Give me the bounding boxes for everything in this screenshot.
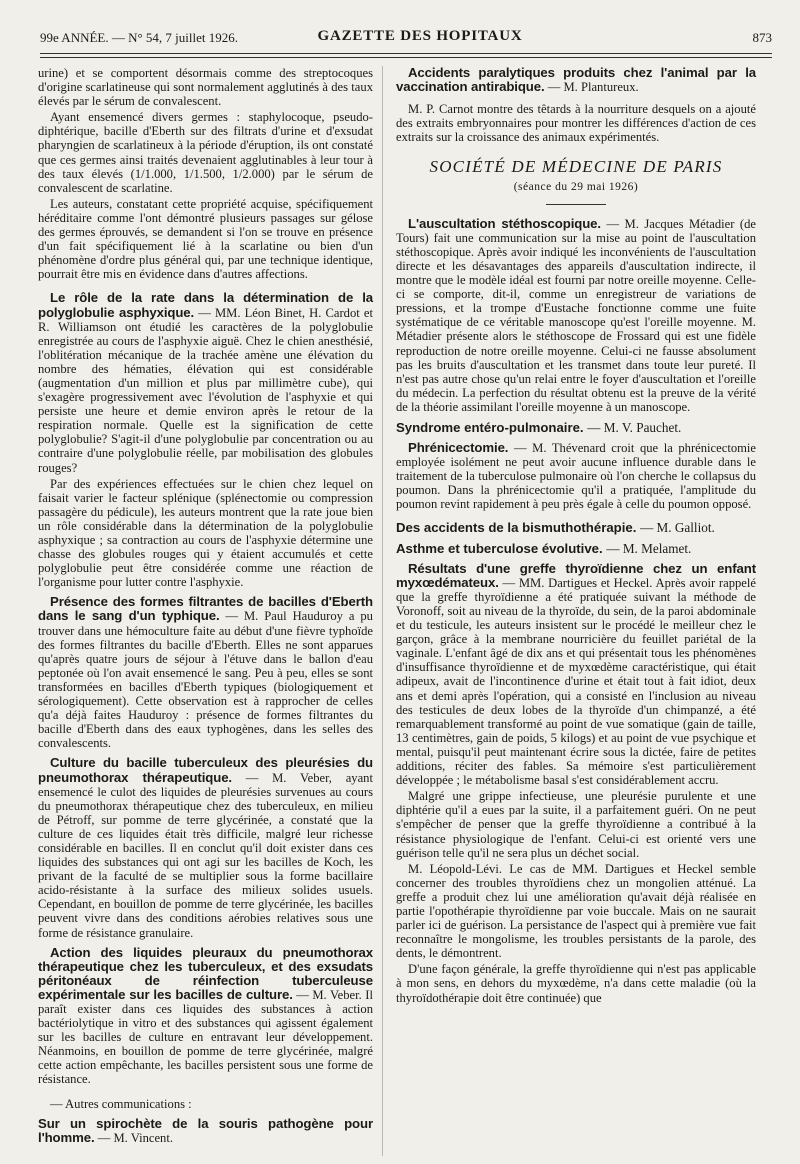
- article-syndrome: [396, 421, 756, 435]
- article-title: Syndrome entéro-pulmonaire.: [396, 419, 584, 435]
- article-byline: — M. Melamet.: [606, 540, 692, 556]
- article-byline: — M. Vincent.: [97, 1130, 173, 1145]
- header-rule: [40, 53, 772, 54]
- article-body: a pu trouver dans une hémoculture faite au début d'une fièvre typhoïde des formes filtrantes du bacille d'Eberth. Elles ne sont apparues qu'après quatre jours de séjour à l'étuve dans le ballon d'eau peptonée où l'on avait ensemencé le sang. Peu à peu, elles se sont transformées en bacilles d'Eberth typiques (biologiquement et sérologiquement). Cette observation est à rapprocher de celles qu'a déjà faites Hauduroy : présence de formes filtrantes du bacille d'Eberth dans des eaux typhogènes, dans les selles des convalescents.: [38, 609, 373, 751]
- society-heading: SOCIÉTÉ DE MÉDECINE DE PARIS: [429, 157, 723, 177]
- article-phrenico: [396, 441, 756, 511]
- article-byline: — M. V. Pauchet.: [587, 419, 682, 435]
- article-title: Sur un spirochète de la souris pathogène pour l'homme.: [38, 1115, 373, 1145]
- section-rule: [546, 204, 606, 205]
- article-title: Phrénicectomie.: [408, 440, 509, 456]
- article-title: Asthme et tuberculose évolutive.: [396, 540, 603, 556]
- article-culture: [38, 756, 373, 939]
- greffe-paragraph-3: M. Léopold-Lévi. Le cas de MM. Dartigues et Heckel semble concerner des troubles thyroïdiens chez un mongolien atténué. La greffe a produit chez lui une amélioration qu'avait déjà réalisée en partie l'opothérapie thyroïdienne par voie buccale. Mais on ne saurait parler ici de guérison. La persistance de l'aspect qui à première vue fait reconnaître le mongolisme, les troubles persistants de la parole, des dents, le démontrent.: [396, 861, 756, 961]
- intro-paragraph-2: Ayant ensemencé divers germes : staphylocoque, pseudo-diphtérique, bacille d'Eberth sur des filtrats d'urine et d'exsudat pharyngien de scarlatineux à la période d'éruption, ils ont constaté que ces germes ainsi traités devenaient agglutinables à leur tour à des taux élevés (1/1.000, 1/1.500, 1/2.000) par le sérum de convalescent de scarlatine.: [38, 110, 373, 195]
- article-bismuth: [396, 521, 756, 535]
- other-communications: — Autres communications :: [50, 1096, 192, 1111]
- article-body: Il paraît exister dans ces liquides des substances à action bactériolytique in vitro et des substances qui agissent également sur les bacilles de culture en entravant leur développement. Néanmoins, en bouillon de pomme de terre glycérinée, malgré cette action empêchante, les bacilles persistent sous une forme de résistance.: [38, 987, 373, 1087]
- article-byline: — M. Plantureux.: [547, 80, 639, 95]
- article-asthme: [396, 542, 756, 556]
- article-spirochete: [38, 1117, 373, 1145]
- article-body: (de Tours) fait une communication sur la mise au point de l'auscultation stéthoscopique. Après avoir indiqué les inconvénients de l'auscultation directe et les désavantages des appareils d'auscultation indirecte, il montre que le modèle idéal est fourni par notre oreille moyenne. Celle-ci se comporte, dit-il, comme un enregistreur de variations de pressions, et la trompe d'Eustache fonctionne comme une fuite systématique de ce véritable manoscope qu'est l'oreille moyenne. M. Métadier présente alors le stéthoscope de Frossard qui est une fidèle reproduction de notre oreille moyenne. Celui-ci ne fausse absolument pas les bruits d'auscultation et les transmet dans toute leur pureté. Il n'est pas autre chose qu'un relai entre le foyer d'auscultation et l'oreille du médecin. La perfection du résultat obtenu est la preuve de la vérité de la théorie assimilant l'oreille moyenne à un manoscope.: [396, 216, 757, 414]
- article-body: ayant ensemencé le culot des liquides de pleurésies survenues au cours du pneumothorax thérapeutique chez des tuberculeux, en milieu de Pétroff, sur pomme de terre glycérinée, a constaté que la culture de ces liquides était très difficile, malgré leur richesse considérable en bacilles. Il en conclut qu'il doit exister dans ces liquides des substances qui ont agi sur les bacilles de Koch, les privant de la faculté de se multiplier sous la forme bacillaire acido-résistante à la surface des milieux solides usuels. Cependant, en bouillon de pomme de terre glycérinée, les bacilles peuvent vivre dans des conditions aérobies relatives sous une forme de résistance granulaire.: [38, 770, 373, 940]
- right-column: [396, 66, 756, 1007]
- intro-paragraph-3: Les auteurs, constatant cette propriété acquise, spécifiquement héréditaire comme l'ont démontré plusieurs passages sur gélose des germes éprouvés, se demandent si l'on se trouve en présence d'un fait spécifiquement lié à la scarlatine ou bien d'un phénomène d'ordre plus général qui, par une technique identique, pourrait être mis en évidence dans d'autres affections.: [38, 196, 373, 282]
- article-action: [38, 946, 373, 1087]
- article-byline: — M. Paul Hauduroy: [225, 609, 343, 624]
- article-byline: — M. Veber,: [245, 770, 332, 785]
- article-byline: — M. Thévenard: [513, 441, 606, 456]
- issue-info: 99e ANNÉE. — N° 54, 7 juillet 1926.: [40, 30, 239, 45]
- article-rate: [38, 291, 373, 474]
- article-title: Accidents paralytiques produits chez l'animal par la vaccination antirabique.: [396, 65, 756, 95]
- article-title: Présence des formes filtrantes de bacilles d'Eberth dans le sang d'un typhique.: [38, 594, 373, 624]
- greffe-paragraph-4: D'une façon générale, la greffe thyroïdienne qui n'est pas applicable à mon sens, en dehors du myxœdème, n'a dans cette maladie (où la thyroïdothérapie doit être continuée) que: [396, 962, 756, 1005]
- greffe-paragraph-2: Malgré une grippe infectieuse, une pleurésie purulente et une diphtérie qu'il a eues par la suite, il a parfaitement guéri. On ne peut s'empêcher de penser que la greffe thyroïdienne a contribué à la résistance physiologique de l'enfant. Celui-ci est orienté vers une guérison telle qu'il ne sera plus un déchet social.: [396, 789, 756, 860]
- article-body: Après avoir rappelé que la greffe thyroïdienne a été pratiquée suivant la méthode de Voronoff, soit au niveau de la thyroïde, du sein, de la paroi abdominale et du testicule, les auteurs insistent sur le procédé le meilleur chez le garçon, grâce à la membrane nourricière du feuillet pariétal de la vaginale. L'enfant âgé de dix ans et qui présentait tous les phénomènes d'insuffisance thyroïdienne et de myxœdème caractéristique, qui était adipeux, avait de l'incontinence d'urine et était tout à fait idiot, deux ans et demi après l'opération, qui a consisté en l'inclusion au niveau des testicules de deux lobes de la thyroïde d'un chimpanzé, a été remarquablement transformé au point de vue somatique (gain de taille, 13 centimètres, gain de poids, 5 kilogs) et au point de vue psychique et mental, puisqu'il peut maintenant écrire sous la dictée, faire de petites additions, réciter des fables. Sa mémoire s'est particulièrement développée ; le métabolisme basal s'est considérablement accru.: [396, 575, 756, 788]
- article-accidents: [396, 66, 756, 94]
- article-byline: — M. Galliot.: [640, 519, 715, 535]
- page-header: [40, 22, 772, 52]
- intro-paragraph-1: urine) et se comportent désormais comme des streptocoques d'origine scarlatineuse qui sont normalement agglutinés à des taux élevés par le sérum de convalescent.: [38, 66, 373, 109]
- article-auscultation: [396, 217, 756, 414]
- article-title: Action des liquides pleuraux du pneumothorax thérapeutique chez les tuberculeux, et des exsudats péritonéaux de réinfection tuberculeuse expérimentale sur les bacilles de culture.: [38, 944, 373, 1002]
- article-body-continued: Par des expériences effectuées sur le chien chez lequel on faisait varier le facteur splénique (splénectomie ou compression passagère du pédicule), les auteurs montrent que la rate joue bien un rôle considérable dans la détermination de la polyglobulie asphyxique ; sa contraction au cours de l'asphyxie détermine une chasse des globules rouges qui y étaient accumulés et cette polyglobulie peut être considérée comme une réaction de l'organisme pour lutter contre l'asphyxie.: [38, 476, 373, 590]
- left-column: [38, 66, 373, 1147]
- carnot-paragraph: M. P. Carnot montre des têtards à la nourriture desquels on a ajouté des extraits embryonnaires pour montrer les différences d'action de ces extraits sur la croissance des animaux expérimentés.: [396, 102, 756, 145]
- page-number: 873: [752, 30, 772, 45]
- article-title: L'auscultation stéthoscopique.: [408, 215, 601, 231]
- article-byline: — MM. Dartigues et Heckel.: [502, 575, 653, 590]
- article-byline: — MM. Léon Binet, H. Cardot et R. Williamson: [38, 305, 373, 334]
- article-title: Des accidents de la bismuthothérapie.: [396, 519, 637, 535]
- article-greffe: [396, 562, 756, 788]
- article-title: Le rôle de la rate dans la détermination de la polyglobulie asphyxique.: [38, 290, 373, 320]
- journal-title: GAZETTE DES HOPITAUX: [317, 28, 523, 44]
- article-title: Résultats d'une greffe thyroïdienne chez un enfant myxœdémateux.: [396, 560, 756, 590]
- seance-date: (séance du 29 mai 1926): [513, 180, 639, 193]
- article-body: ont étudié les caractères de la polyglobulie enregistrée au cours de l'asphyxie aiguë. Chez le chien anesthésié, l'oblitération mécanique de la trachée amène une élévation du nombre des hématies, élévation qui est considérable (augmentation d'un million et plus par millimètre cube), qui s'exagère progressivement avec l'évolution de l'asphyxie et qui persiste une heure et demie environ après le retour de la respiration normale. Quelle est la signification de cette polyglobulie? S'agit-il d'une polyglobulie par concentration ou au contraire d'une polyglobulie réelle, par mobilisation des globules rouges?: [38, 319, 373, 475]
- article-title: Culture du bacille tuberculeux des pleurésies du pneumothorax thérapeutique.: [38, 755, 373, 785]
- article-byline: — M. Veber.: [296, 987, 362, 1002]
- article-body: croit que la phrénicectomie employée isolément ne peut avoir aucune influence durable dans le traitement de la tuberculose pulmonaire où l'on cherche le collapsus du poumon. Dans la phrénicectomie qu'il a pratiquée, l'amplitude du poumon revint rapidement à peu près égale à celle du poumon opposé.: [396, 441, 756, 512]
- article-eberth: [38, 595, 373, 750]
- article-byline: — M. Jacques Métadier: [606, 216, 735, 231]
- header-rule-double: [40, 57, 772, 58]
- column-divider: [382, 66, 383, 1156]
